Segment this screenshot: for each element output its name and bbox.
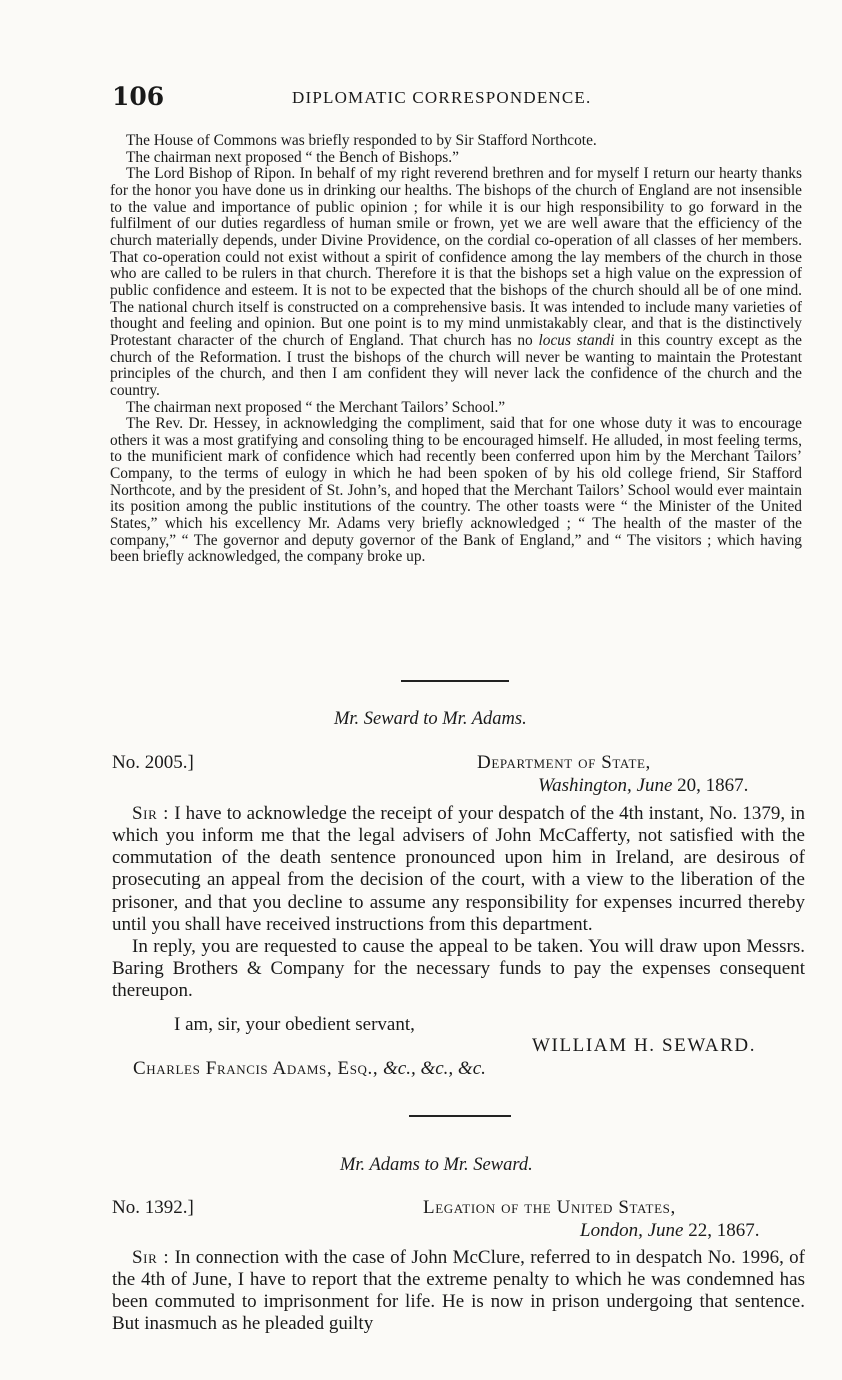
despatch-number: No. 2005.] [112, 752, 194, 773]
salutation: Sir : [132, 803, 170, 824]
running-title: DIPLOMATIC CORRESPONDENCE. [292, 88, 592, 107]
letter-body [112, 1247, 805, 1336]
signature: WILLIAM H. SEWARD. [532, 1035, 757, 1056]
letter-title: Mr. Seward to Mr. Adams. [334, 709, 527, 729]
dinner-report [110, 133, 802, 566]
letter-dateline: Washington, June 20, 1867. [538, 775, 749, 796]
report-paragraph: The chairman next proposed “ the Merchant Tailors’ School.” [126, 398, 506, 416]
salutation: Sir : [132, 1247, 170, 1268]
latin-phrase: locus standi [538, 331, 615, 349]
addressee: Charles Francis Adams, Esq., &c., &c., &c. [133, 1058, 486, 1079]
despatch-number: No. 1392.] [112, 1197, 194, 1218]
letter-closing: I am, sir, your obedient servant, [174, 1014, 415, 1035]
sender-department: Department of State, [477, 752, 651, 773]
report-paragraph: The chairman next proposed “ the Bench of Bishops.” [126, 148, 459, 166]
section-divider [401, 680, 509, 682]
report-paragraph: The House of Commons was briefly responded to by Sir Stafford Northcote. [126, 132, 597, 149]
page-number: 106 [112, 82, 165, 111]
letter-paragraph: Sir : In connection with the case of John McClure, referred to in despatch No. 1996, of the 4th of June, I have to report that the extreme penalty to which he was condemned has been commuted to imprisonment for life. He is now in prison undergoing that sentence. But inasmuch as he pleaded guilty [112, 1247, 805, 1335]
letter-dateline: London, June 22, 1867. [580, 1220, 760, 1241]
letter-title: Mr. Adams to Mr. Seward. [340, 1155, 533, 1175]
sender-legation: Legation of the United States, [423, 1197, 676, 1218]
page-header [112, 82, 722, 116]
report-paragraph: The Rev. Dr. Hessey, in acknowledging the compliment, said that for one whose duty it was to encourage others it was a most gratifying and consoling thing to be encouraged himself. He alluded, in most feeling terms, to the munificient mark of confidence which had recently been conferred upon him by the Merchant Tailors’ Company, to the terms of eulogy in which he had been spoken of by his old college friend, Sir Stafford Northcote, and by the president of St. John’s, and hoped that the Merchant Tailors’ School would ever maintain its position among the public institutions of the country. The other toasts were “ the Minister of the United States,” which his excellency Mr. Adams very briefly acknowledged ; “ The health of the master of the company,” “ The governor and deputy governor of the Bank of England,” and “ The visitors ; which having been briefly acknowledged, the company broke up. [110, 415, 802, 566]
letter-paragraph: In reply, you are requested to cause the appeal to be taken. You will draw upon Messrs. Baring Brothers & Company for the necessary funds to pay the expenses consequent thereupon. [112, 935, 805, 1002]
letter-paragraph: Sir : I have to acknowledge the receipt of your despatch of the 4th instant, No. 1379, in which you inform me that the legal advisers of John McCafferty, not satisfied with the commutation of the death sentence pronounced upon him in Ireland, are desirous of prosecuting an appeal from the decision of the court, with a view to the liberation of the prisoner, and that you decline to assume any responsibility for expenses incurred thereby until you shall have received instructions from this department. [112, 803, 806, 935]
section-divider [409, 1115, 511, 1117]
letter-body [112, 803, 805, 1002]
bishop-speech: The Lord Bishop of Ripon. In behalf of my right reverend brethren and for myself I return our hearty thanks for the honor you have done us in drinking our healths. The bishops of the church of England are not insensible to the value and importance of public opinion ; for while it is our high responsibility to go forward in the fulfilment of our duties regardless of human smile or frown, yet we are well aware that the efficiency of the church materially depends, under Divine Providence, on the cordial co-operation of all classes of her members. That co-operation could not exist without a spirit of confidence among the lay members of the church in those who are called to be rulers in that church. Therefore it is that the bishops set a high value on the expression of public confidence and esteem. It is not to be expected that the bishops of the church should all be of one mind. The national church itself is constructed on a comprehensive basis. It was intended to include many varieties of thought and feeling and opinion. But one point is to my mind unmistakably clear, and that is the distinctively Protestant character of the church of England. That church has no locus standi in this country except as the church of the Reformation. I trust the bishops of the church will never be wanting to maintain the Protestant principles of the church, and then I am confident they will never lack the confidence of the church and the country. [110, 165, 802, 399]
